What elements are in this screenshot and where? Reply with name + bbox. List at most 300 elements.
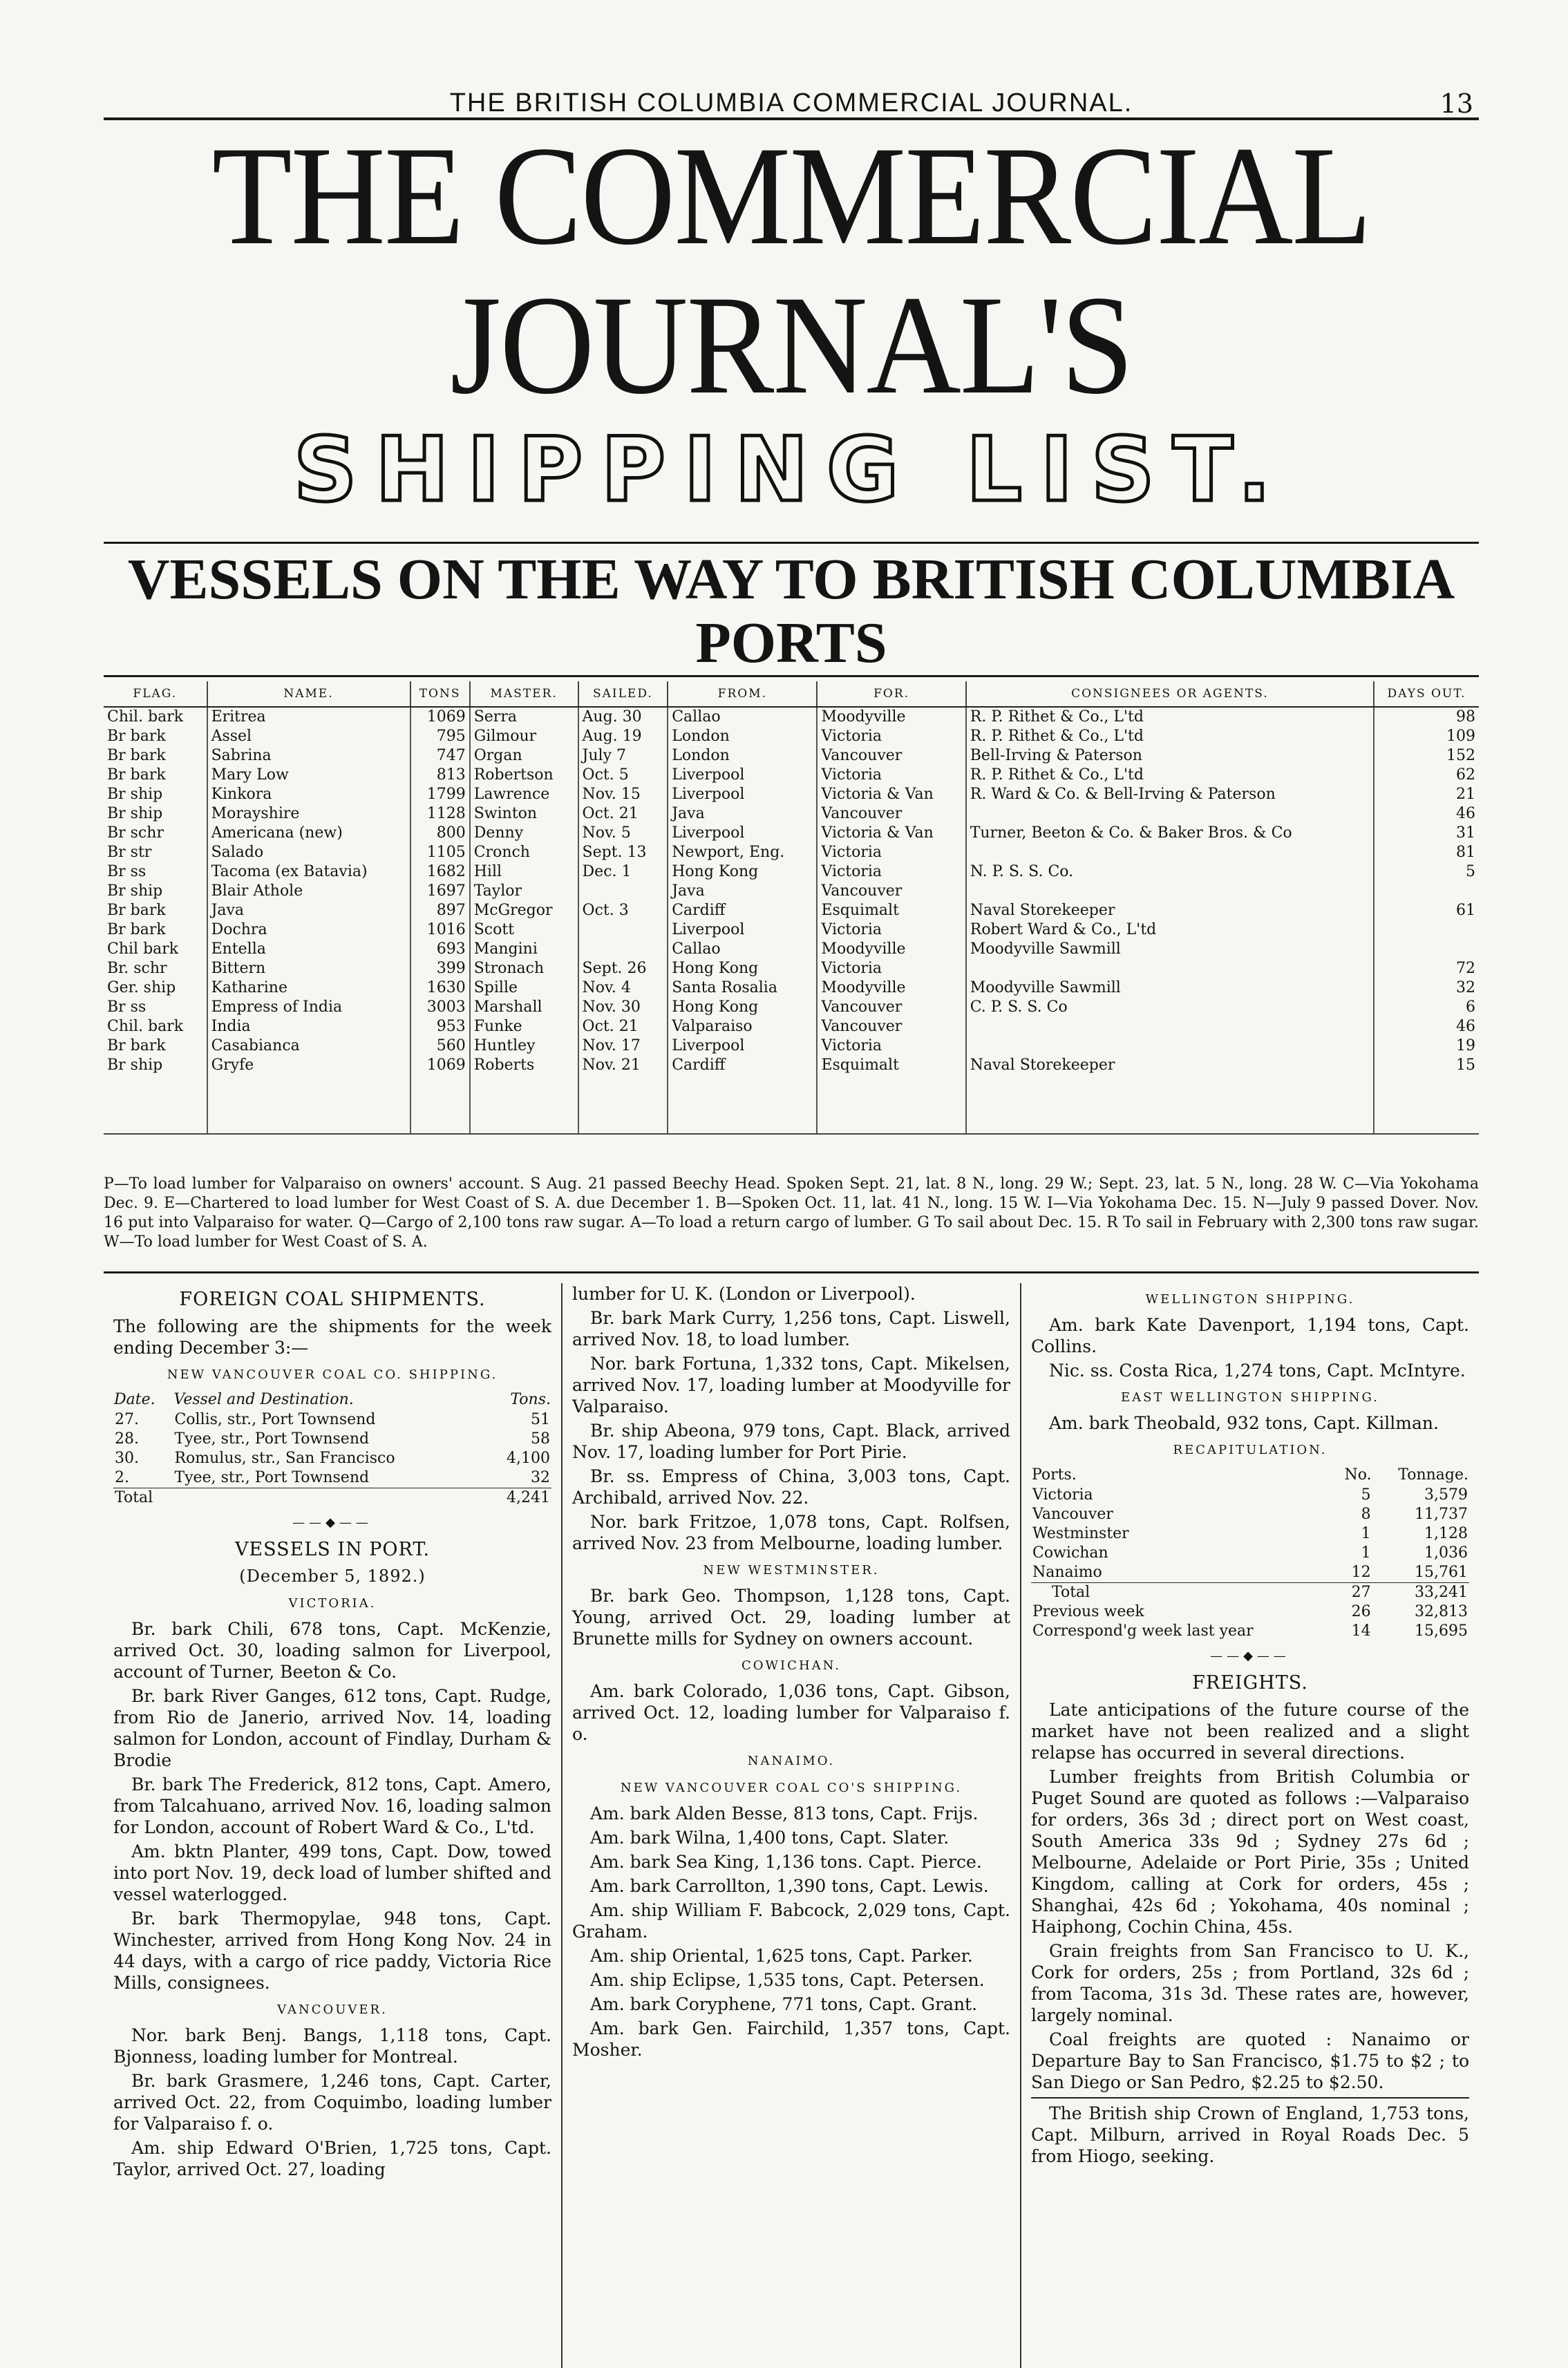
table-cell: Br ss	[107, 998, 147, 1016]
table-cell: Oct. 5	[578, 766, 668, 785]
nanaimo-list	[572, 1803, 1010, 2061]
column-header: FLAG.	[104, 681, 207, 707]
table-cell: London	[668, 727, 817, 746]
masthead-line2: SHIPPING LIST.	[293, 419, 1290, 522]
list-item: Nor. bark Benj. Bangs, 1,118 tons, Capt. Bjonness, loading lumber for Montreal.	[113, 2025, 551, 2067]
list-item: Br. bark The Frederick, 812 tons, Capt. Amero, from Talcahuano, arrived Nov. 16, loading salmon for London, account of Robert Ward & Co., L'td.	[113, 1774, 551, 1837]
table-cell: 8	[1361, 1506, 1371, 1523]
table-row	[113, 1410, 551, 1430]
column-1	[104, 1283, 561, 2368]
table-cell: Victoria	[817, 862, 965, 882]
table-cell: Cardiff	[668, 1056, 817, 1075]
recap-header-no: No.	[1344, 1466, 1372, 1484]
table-cell: Esquimalt	[817, 901, 965, 920]
list-item: Br. bark Grasmere, 1,246 tons, Capt. Carter, arrived Oct. 22, from Coquimbo, loading lumber for Valparaiso f. o.	[113, 2071, 551, 2134]
table-row	[113, 1449, 551, 1468]
table-row	[1031, 1563, 1469, 1583]
list-item: Am. bark Carrollton, 1,390 tons, Capt. Lewis.	[590, 1876, 989, 1896]
table-cell-blank	[817, 1095, 965, 1114]
table-row	[104, 862, 1479, 882]
table-cell-blank	[470, 1075, 578, 1095]
table-cell: Sept. 26	[578, 959, 668, 978]
table-cell: 28.	[115, 1430, 139, 1448]
table-cell: Mangini	[470, 940, 578, 959]
table-cell: Nov. 30	[578, 998, 668, 1017]
table-cell: Katharine	[207, 978, 410, 998]
table-row	[104, 707, 1479, 727]
recap-prev-label: Previous week	[1032, 1603, 1144, 1620]
table-cell: 58	[531, 1430, 550, 1448]
table-cell: Dochra	[207, 920, 410, 940]
table-cell: 1697	[410, 882, 470, 901]
table-cell: 21	[1374, 785, 1479, 804]
table-cell: Nov. 21	[578, 1056, 668, 1075]
page-number: 13	[1439, 88, 1473, 119]
table-cell: Victoria & Van	[817, 824, 965, 843]
table-cell: C. P. S. S. Co	[966, 998, 1374, 1017]
new-westminster-list	[572, 1585, 1010, 1649]
table-cell: 32	[531, 1469, 550, 1486]
table-cell: Hong Kong	[668, 998, 817, 1017]
list-item: Am. bark Alden Besse, 813 tons, Capt. Frijs.	[590, 1803, 979, 1824]
table-cell: Liverpool	[668, 824, 817, 843]
table-cell: 1	[1361, 1544, 1371, 1562]
table-cell: 1016	[410, 920, 470, 940]
nanaimo-heading: NANAIMO.	[747, 1754, 835, 1768]
shipping-notes: P—To load lumber for Valparaiso on owners' account. S Aug. 21 passed Beechy Head. Spoken Sept. 21, lat. 8 N., long. 29 W.; Sept. 23, lat. 5 N., long. 28 W. C—Via Yokohama Dec. 9. E—Chartered to load lumber for West Coast of S. A. due December 1. B—Spoken Oct. 11, lat. 41 N., long. 15 W. I—Via Yokohama Dec. 15. N—July 9 passed Dover. Nov. 16 put into Valparaiso for water. Q—Cargo of 2,100 tons raw sugar. A—To load a return cargo of lumber. G To sail about Dec. 15. R To sail in February with 2,300 tons raw sugar. W—To load lumber for West Coast of S. A.	[104, 1175, 1479, 1273]
table-cell-blank	[470, 1114, 578, 1134]
coal-header-vessel: Vessel and Destination.	[173, 1391, 354, 1408]
table-cell: Marshall	[470, 998, 578, 1017]
table-cell: 1069	[410, 707, 470, 727]
table-cell: Victoria	[817, 843, 965, 862]
table-cell: Oct. 21	[578, 804, 668, 824]
table-cell: Esquimalt	[817, 1056, 965, 1075]
table-cell: 12	[1351, 1564, 1371, 1581]
wellington-list	[1031, 1314, 1469, 1381]
table-cell: 72	[1374, 959, 1479, 978]
cowichan-heading: COWICHAN.	[742, 1658, 841, 1673]
table-cell: London	[668, 746, 817, 766]
table-cell-blank	[817, 1114, 965, 1134]
table-cell: Newport, Eng.	[668, 843, 817, 862]
divider-ornament: ——◆——	[292, 1515, 372, 1530]
table-cell: Moodyville Sawmill	[966, 940, 1374, 959]
shipping-table-body	[104, 707, 1479, 1134]
table-cell: Br ship	[107, 786, 163, 803]
table-cell	[1374, 882, 1479, 901]
table-cell: 30.	[115, 1450, 139, 1467]
table-cell: Nov. 5	[578, 824, 668, 843]
table-cell: R. P. Rithet & Co., L'td	[966, 727, 1374, 746]
column-header: MASTER.	[470, 681, 578, 707]
list-item: Am. ship Edward O'Brien, 1,725 tons, Capt. Taylor, arrived Oct. 27, loading	[113, 2138, 551, 2179]
table-row	[1031, 1486, 1469, 1505]
table-cell-blank	[207, 1095, 410, 1114]
table-cell: Tyee, str., Port Townsend	[174, 1469, 370, 1486]
recap-corr-no: 14	[1351, 1622, 1371, 1640]
coal-shipments-heading: FOREIGN COAL SHIPMENTS.	[179, 1289, 486, 1310]
table-cell: Turner, Beeton & Co. & Baker Bros. & Co	[966, 824, 1374, 843]
list-item: Am. bark Theobald, 932 tons, Capt. Killman.	[1049, 1413, 1439, 1433]
table-cell: Cronch	[470, 843, 578, 862]
recap-prev-tonnage: 32,813	[1415, 1603, 1468, 1620]
table-cell: 1,036	[1424, 1544, 1468, 1562]
table-cell: Br ss	[107, 863, 147, 880]
list-item: Br. ss. Empress of China, 3,003 tons, Capt. Archibald, arrived Nov. 22.	[572, 1466, 1010, 1508]
table-cell	[1374, 920, 1479, 940]
table-cell-blank	[668, 1114, 817, 1134]
table-cell: Liverpool	[668, 785, 817, 804]
table-cell: Victoria	[1032, 1486, 1093, 1504]
list-item: Br. bark Chili, 678 tons, Capt. McKenzie, arrived Oct. 30, loading salmon for Liverpool, account of Turner, Beeton & Co.	[113, 1619, 551, 1682]
table-cell: 46	[1374, 1017, 1479, 1036]
list-item: Br. bark Thermopylae, 948 tons, Capt. Winchester, arrived from Hong Kong Nov. 24 in 44 days, with a cargo of rice paddy, Victoria Rice Mills, consignees.	[113, 1908, 551, 1993]
table-cell: Sept. 13	[578, 843, 668, 862]
list-item: Nic. ss. Costa Rica, 1,274 tons, Capt. McIntyre.	[1049, 1361, 1466, 1381]
vancouver-list	[113, 2025, 551, 2180]
table-cell: Callao	[668, 707, 817, 727]
table-cell: Denny	[470, 824, 578, 843]
coal-total-value: 4,241	[487, 1488, 551, 1508]
table-cell: Chil. bark	[107, 1018, 184, 1035]
column-header: SAILED.	[578, 681, 668, 707]
table-cell: Moodyville	[817, 940, 965, 959]
table-row	[1031, 1505, 1469, 1524]
table-cell: Vancouver	[817, 746, 965, 766]
table-cell	[966, 1017, 1374, 1036]
coal-header-tons: Tons.	[510, 1391, 551, 1408]
table-row	[104, 1056, 1479, 1075]
table-cell: Tyee, str., Port Townsend	[174, 1430, 370, 1448]
table-cell: Aug. 30	[578, 707, 668, 727]
table-row-blank	[104, 1095, 1479, 1114]
recap-corr-tonnage: 15,695	[1415, 1622, 1468, 1640]
table-cell: Victoria	[817, 920, 965, 940]
table-cell	[966, 843, 1374, 862]
vessels-in-port-heading: VESSELS IN PORT.	[234, 1539, 431, 1560]
section-title: VESSELS ON THE WAY TO BRITISH COLUMBIA PORTS	[104, 542, 1479, 677]
table-cell: 15,761	[1415, 1564, 1468, 1581]
column-3	[1020, 1283, 1479, 2368]
list-item: Am. bark Colorado, 1,036 tons, Capt. Gibson, arrived Oct. 12, loading lumber for Valparaiso f. o.	[572, 1681, 1010, 1744]
table-cell: 3003	[410, 998, 470, 1017]
table-row-blank	[104, 1114, 1479, 1134]
table-cell-blank	[578, 1075, 668, 1095]
columns	[104, 1283, 1479, 2368]
table-cell: Tacoma (ex Batavia)	[207, 862, 410, 882]
list-item: Lumber freights from British Columbia or Puget Sound are quoted as follows :—Valparaiso for orders, 36s 3d ; direct port on West coast, South America 33s 9d ; Sydney 27s 6d ; Melbourne, Adelaide or Port Pirie, 35s ; United Kingdom, calling at Cork for orders, 45s ; Shanghai, 42s 6d ; Yokohama, 40s nominal ; Haiphong, Cochin China, 45s.	[1031, 1767, 1469, 1937]
table-cell: Swinton	[470, 804, 578, 824]
victoria-heading: VICTORIA.	[288, 1596, 377, 1611]
table-cell-blank	[1374, 1095, 1479, 1114]
table-cell: Victoria	[817, 1036, 965, 1056]
table-cell-blank	[1374, 1075, 1479, 1095]
list-item: Am. bark Gen. Fairchild, 1,357 tons, Capt. Mosher.	[572, 2018, 1010, 2060]
table-cell: Entella	[207, 940, 410, 959]
list-item: Br. bark Geo. Thompson, 1,128 tons, Capt. Young, arrived Oct. 29, loading lumber at Brunette mills for Sydney on owners account.	[572, 1586, 1010, 1649]
table-cell: 953	[410, 1017, 470, 1036]
table-cell: Moodyville	[817, 978, 965, 998]
table-cell: 152	[1374, 746, 1479, 766]
table-row	[104, 843, 1479, 862]
shipping-table	[104, 681, 1479, 1135]
table-row	[104, 824, 1479, 843]
column-2	[561, 1283, 1020, 2368]
table-cell: 800	[410, 824, 470, 843]
table-cell	[966, 804, 1374, 824]
table-cell: 747	[410, 746, 470, 766]
coal-header-date: Date.	[114, 1391, 155, 1408]
table-cell-blank	[966, 1075, 1374, 1095]
recap-total-tonnage: 33,241	[1372, 1583, 1469, 1603]
table-cell: 813	[410, 766, 470, 785]
table-cell: Br bark	[107, 766, 166, 784]
table-cell: Vancouver	[817, 882, 965, 901]
table-cell: Callao	[668, 940, 817, 959]
table-cell: Robert Ward & Co., L'td	[966, 920, 1374, 940]
table-row	[113, 1468, 551, 1488]
list-item: Late anticipations of the future course of the market have not been realized and a slight relapse has occurred in several directions.	[1031, 1700, 1469, 1763]
table-cell: 1105	[410, 843, 470, 862]
table-cell: 4,100	[507, 1450, 550, 1467]
table-cell-blank	[578, 1095, 668, 1114]
cowichan-list	[572, 1680, 1010, 1745]
divider-ornament: ——◆——	[1210, 1649, 1290, 1663]
table-cell: Moodyville Sawmill	[966, 978, 1374, 998]
table-cell-blank	[104, 1095, 207, 1114]
table-cell: Naval Storekeeper	[966, 1056, 1374, 1075]
table-cell: Vancouver	[817, 804, 965, 824]
table-row	[104, 804, 1479, 824]
table-row	[1031, 1524, 1469, 1544]
table-cell: 5	[1361, 1486, 1371, 1504]
list-item: Am. bark Sea King, 1,136 tons. Capt. Pierce.	[590, 1852, 982, 1872]
table-cell: Dec. 1	[578, 862, 668, 882]
table-cell: Mary Low	[207, 766, 410, 785]
table-cell-blank	[104, 1114, 207, 1134]
table-cell: 62	[1374, 766, 1479, 785]
table-cell: 560	[410, 1036, 470, 1056]
table-cell: Serra	[470, 707, 578, 727]
table-cell	[578, 940, 668, 959]
coal-table	[113, 1390, 551, 1508]
final-paragraph: The British ship Crown of England, 1,753 tons, Capt. Milburn, arrived in Royal Roads Dec. 5 from Hiogo, seeking.	[1031, 2103, 1469, 2166]
table-row	[104, 901, 1479, 920]
table-cell: Br str	[107, 844, 152, 861]
table-cell: Bittern	[207, 959, 410, 978]
table-cell: Oct. 21	[578, 1017, 668, 1036]
table-cell: July 7	[578, 746, 668, 766]
table-cell: 897	[410, 901, 470, 920]
table-cell: Nov. 15	[578, 785, 668, 804]
table-cell: Sabrina	[207, 746, 410, 766]
table-cell: Roberts	[470, 1056, 578, 1075]
table-cell: Valparaiso	[668, 1017, 817, 1036]
table-cell-blank	[207, 1075, 410, 1095]
vancouver-list-continued	[572, 1307, 1010, 1554]
table-cell-blank	[470, 1095, 578, 1114]
table-cell: 109	[1374, 727, 1479, 746]
vancouver-heading: VANCOUVER.	[277, 2002, 388, 2017]
table-row	[104, 1036, 1479, 1056]
table-cell: 1799	[410, 785, 470, 804]
table-cell: 32	[1374, 978, 1479, 998]
table-cell: Br bark	[107, 747, 166, 764]
nanaimo-subheading: NEW VANCOUVER COAL CO'S SHIPPING.	[620, 1781, 963, 1795]
table-cell: 1	[1361, 1525, 1371, 1542]
table-cell: R. Ward & Co. & Bell-Irving & Paterson	[966, 785, 1374, 804]
recap-total-label: Total	[1031, 1583, 1334, 1603]
freights-heading: FREIGHTS.	[1192, 1672, 1308, 1694]
table-cell-blank	[104, 1075, 207, 1095]
table-cell: Aug. 19	[578, 727, 668, 746]
table-cell	[966, 1036, 1374, 1056]
table-cell: Oct. 3	[578, 901, 668, 920]
table-cell: Liverpool	[668, 766, 817, 785]
list-item: Grain freights from San Francisco to U. K., Cork for orders, 25s ; from Portland, 32s 6d ; from Tacoma, 31s 3d. These rates are, however, largely nominal.	[1031, 1941, 1469, 2025]
list-item: Br. bark River Ganges, 612 tons, Capt. Rudge, from Rio de Janerio, arrived Nov. 14, loading salmon for London, account of Findlay, Durham & Brodie	[113, 1686, 551, 1770]
recapitulation-table	[1031, 1465, 1469, 1641]
table-cell-blank	[1374, 1114, 1479, 1134]
table-cell: Nov. 17	[578, 1036, 668, 1056]
table-cell: Hong Kong	[668, 959, 817, 978]
table-cell: 61	[1374, 901, 1479, 920]
coal-intro: The following are the shipments for the week ending December 3:—	[113, 1316, 551, 1358]
table-cell-blank	[410, 1095, 470, 1114]
table-cell: Stronach	[470, 959, 578, 978]
table-row	[104, 959, 1479, 978]
table-cell: 31	[1374, 824, 1479, 843]
table-cell-blank	[207, 1114, 410, 1134]
table-cell: Br bark	[107, 728, 166, 745]
list-item: Br. ship Abeona, 979 tons, Capt. Black, arrived Nov. 17, loading lumber for Port Pirie.	[572, 1421, 1010, 1462]
table-cell: Eritrea	[207, 707, 410, 727]
east-wellington-heading: EAST WELLINGTON SHIPPING.	[1121, 1390, 1379, 1405]
table-cell: Bell-Irving & Paterson	[966, 746, 1374, 766]
list-item: Am. bark Coryphene, 771 tons, Capt. Grant.	[590, 1994, 978, 2014]
vessels-in-port-date: (December 5, 1892.)	[239, 1566, 426, 1586]
table-cell: Java	[668, 804, 817, 824]
table-cell: Hong Kong	[668, 862, 817, 882]
masthead-line1: THE COMMERCIAL JOURNAL'S	[211, 117, 1371, 424]
table-cell: R. P. Rithet & Co., L'td	[966, 707, 1374, 727]
table-cell: 1630	[410, 978, 470, 998]
east-wellington-list	[1031, 1412, 1469, 1434]
continued-text: lumber for U. K. (London or Liverpool).	[572, 1284, 916, 1304]
column-header: NAME.	[207, 681, 410, 707]
table-cell: Morayshire	[207, 804, 410, 824]
table-row	[104, 746, 1479, 766]
table-cell: Cowichan	[1032, 1544, 1108, 1562]
table-cell: Br. schr	[107, 960, 167, 977]
running-title: THE BRITISH COLUMBIA COMMERCIAL JOURNAL.	[449, 88, 1133, 117]
table-cell-blank	[410, 1114, 470, 1134]
table-row	[104, 920, 1479, 940]
table-cell: 11,737	[1415, 1506, 1468, 1523]
table-cell: Liverpool	[668, 920, 817, 940]
wellington-heading: WELLINGTON SHIPPING.	[1145, 1292, 1355, 1307]
table-cell: 795	[410, 727, 470, 746]
table-cell: Taylor	[470, 882, 578, 901]
table-cell: Br ship	[107, 1057, 163, 1074]
column-header: FROM.	[668, 681, 817, 707]
table-row	[104, 1017, 1479, 1036]
table-cell: Romulus, str., San Francisco	[174, 1450, 395, 1467]
table-cell: Hill	[470, 862, 578, 882]
recap-header-ports: Ports.	[1032, 1466, 1077, 1484]
table-cell: Huntley	[470, 1036, 578, 1056]
table-cell: Funke	[470, 1017, 578, 1036]
divider-rule	[1031, 2097, 1469, 2099]
table-cell-blank	[410, 1075, 470, 1095]
shipping-table-header	[104, 681, 1479, 707]
table-cell: Robertson	[470, 766, 578, 785]
list-item: Am. ship Eclipse, 1,535 tons, Capt. Petersen.	[590, 1970, 985, 1990]
table-cell: Collis, str., Port Townsend	[174, 1411, 376, 1428]
recap-total-no: 27	[1334, 1583, 1372, 1603]
table-cell: Nanaimo	[1032, 1564, 1102, 1581]
table-row-blank	[104, 1075, 1479, 1095]
table-cell	[966, 959, 1374, 978]
recap-corr-label: Correspond'g week last year	[1032, 1622, 1254, 1640]
table-cell: Br bark	[107, 1037, 166, 1054]
list-item: Am. bark Kate Davenport, 1,194 tons, Capt. Collins.	[1031, 1315, 1469, 1356]
table-row	[104, 766, 1479, 785]
table-cell: 1128	[410, 804, 470, 824]
table-cell: R. P. Rithet & Co., L'td	[966, 766, 1374, 785]
list-item: Br. bark Mark Curry, 1,256 tons, Capt. Liswell, arrived Nov. 18, to load lumber.	[572, 1308, 1010, 1349]
table-cell: Santa Rosalia	[668, 978, 817, 998]
list-item: Am. ship Oriental, 1,625 tons, Capt. Parker.	[590, 1946, 973, 1966]
table-cell: Java	[207, 901, 410, 920]
table-cell: India	[207, 1017, 410, 1036]
table-cell: 98	[1374, 707, 1479, 727]
table-cell: Chil. bark	[107, 708, 184, 726]
table-cell: 693	[410, 940, 470, 959]
table-cell-blank	[817, 1075, 965, 1095]
column-header: CONSIGNEES OR AGENTS.	[966, 681, 1374, 707]
table-cell: Naval Storekeeper	[966, 901, 1374, 920]
table-cell: N. P. S. S. Co.	[966, 862, 1374, 882]
table-cell: Spille	[470, 978, 578, 998]
table-row	[104, 978, 1479, 998]
table-cell: Victoria	[817, 727, 965, 746]
table-cell: Casabianca	[207, 1036, 410, 1056]
table-cell: Ger. ship	[107, 979, 176, 996]
table-cell: 6	[1374, 998, 1479, 1017]
recapitulation-heading: RECAPITULATION.	[1173, 1443, 1328, 1457]
table-cell: Victoria	[817, 766, 965, 785]
table-cell: Lawrence	[470, 785, 578, 804]
table-cell	[578, 920, 668, 940]
table-cell: 51	[531, 1411, 550, 1428]
table-row	[104, 882, 1479, 901]
list-item: Nor. bark Fritzoe, 1,078 tons, Capt. Rolfsen, arrived Nov. 23 from Melbourne, loading lumber.	[572, 1512, 1010, 1553]
table-cell: Assel	[207, 727, 410, 746]
table-cell: Salado	[207, 843, 410, 862]
table-cell: 15	[1374, 1056, 1479, 1075]
freights-text	[1031, 1699, 1469, 2093]
coal-subheading: NEW VANCOUVER COAL CO. SHIPPING.	[167, 1367, 498, 1382]
table-cell-blank	[578, 1114, 668, 1134]
table-cell: Vancouver	[1032, 1506, 1113, 1523]
table-cell-blank	[966, 1095, 1374, 1114]
table-cell-blank	[668, 1095, 817, 1114]
table-cell-blank	[668, 1075, 817, 1095]
column-header: FOR.	[817, 681, 965, 707]
table-cell: Kinkora	[207, 785, 410, 804]
